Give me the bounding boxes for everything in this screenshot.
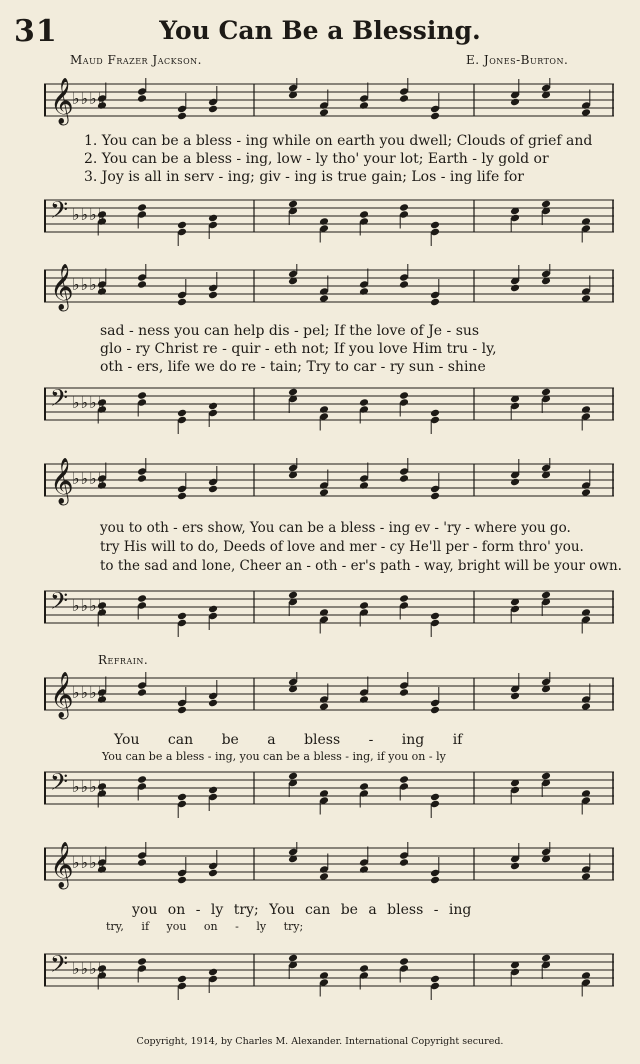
verse-line-1: sad - ness you can help dis - pel; If the love of Je - sus <box>100 323 480 339</box>
note-head <box>208 291 218 300</box>
note-head <box>137 594 147 603</box>
note-head <box>177 221 187 230</box>
staff-lines <box>44 84 614 116</box>
treble-staff-system-2 <box>44 264 614 316</box>
note-head <box>208 786 218 795</box>
hymn-number: 31 <box>14 14 58 49</box>
note-head <box>137 858 147 867</box>
note-head <box>359 398 369 407</box>
note-head <box>319 971 329 980</box>
note-head <box>177 975 187 984</box>
note-head <box>137 203 147 212</box>
note-head <box>208 869 218 878</box>
staff-lines <box>44 464 614 496</box>
note-head <box>430 876 440 885</box>
note-head <box>288 954 298 963</box>
note-head <box>430 409 440 418</box>
note-head <box>399 280 409 289</box>
note-head <box>177 793 187 802</box>
note-head <box>137 391 147 400</box>
note-head <box>359 964 369 973</box>
note-head <box>359 210 369 219</box>
treble-clef: 𝄞 <box>50 458 74 504</box>
staff-lines <box>44 591 614 623</box>
refrain-melody-line: You can be a bless - ing if <box>114 732 463 748</box>
note-head <box>359 601 369 610</box>
refrain-melody-line: you on - ly try; You can be a bless - ing <box>132 902 472 918</box>
note-head <box>208 402 218 411</box>
note-head <box>208 699 218 708</box>
note-head <box>177 612 187 621</box>
note-head <box>430 492 440 501</box>
note-head <box>430 793 440 802</box>
note-head <box>399 391 409 400</box>
verse-line-1: you to oth - ers show, You can be a bless - ing ev - 'ry - where you go. <box>100 520 571 536</box>
hymn-title: You Can Be a Blessing. <box>159 16 481 45</box>
note-head <box>177 876 187 885</box>
note-head <box>399 474 409 483</box>
bass-staff-system-1 <box>44 194 614 246</box>
note-head <box>137 775 147 784</box>
treble-clef: 𝄞 <box>50 78 74 124</box>
note-head <box>541 772 551 781</box>
note-head <box>581 789 591 798</box>
staff-lines <box>44 772 614 804</box>
treble-clef: 𝄞 <box>50 264 74 310</box>
note-head <box>541 591 551 600</box>
note-head <box>430 221 440 230</box>
bass-clef: 𝄢 <box>50 768 69 801</box>
note-head <box>510 284 520 293</box>
note-head <box>430 975 440 984</box>
key-signature-flats: ♭♭♭♭ <box>72 853 107 872</box>
bass-clef: 𝄢 <box>50 587 69 620</box>
note-head <box>581 405 591 414</box>
bass-staff-system-3 <box>44 585 614 637</box>
note-head <box>208 105 218 114</box>
refrain-echo-line: You can be a bless - ing, you can be a bless - ing, if you on - ly <box>102 750 446 763</box>
note-head <box>319 217 329 226</box>
verse-line-2: try His will to do, Deeds of love and mer - cy He'll per - form thro' you. <box>100 539 584 555</box>
note-head <box>581 217 591 226</box>
note-head <box>137 474 147 483</box>
key-signature-flats: ♭♭♭♭ <box>72 596 107 615</box>
note-head <box>581 971 591 980</box>
note-head <box>430 112 440 121</box>
note-head <box>541 200 551 209</box>
note-head <box>510 98 520 107</box>
verse-line-2: 2. You can be a bless - ing, low - ly tho' your lot; Earth - ly gold or <box>84 151 549 167</box>
treble-clef: 𝄞 <box>50 672 74 718</box>
bass-staff-system-4 <box>44 766 614 818</box>
bass-staff-system-5 <box>44 948 614 1000</box>
note-head <box>430 298 440 307</box>
key-signature-flats: ♭♭♭♭ <box>72 89 107 108</box>
note-head <box>399 858 409 867</box>
copyright-notice: Copyright, 1914, by Charles M. Alexander. International Copyright secured. <box>136 1036 504 1047</box>
note-head <box>208 968 218 977</box>
note-head <box>177 409 187 418</box>
note-head <box>510 478 520 487</box>
note-head <box>208 485 218 494</box>
note-head <box>359 782 369 791</box>
note-head <box>399 594 409 603</box>
bass-clef: 𝄢 <box>50 950 69 983</box>
note-head <box>137 688 147 697</box>
note-head <box>359 101 369 110</box>
bass-staff-system-2 <box>44 382 614 434</box>
note-head <box>137 280 147 289</box>
note-head <box>137 94 147 103</box>
key-signature-flats: ♭♭♭♭ <box>72 205 107 224</box>
key-signature-flats: ♭♭♭♭ <box>72 777 107 796</box>
note-head <box>177 706 187 715</box>
note-head <box>399 94 409 103</box>
staff-lines <box>44 848 614 880</box>
note-head <box>359 865 369 874</box>
verse-line-3: oth - ers, life we do re - tain; Try to car - ry sun - shine <box>100 359 486 375</box>
note-head <box>581 608 591 617</box>
composer-credit: E. Jones-Burton. <box>466 53 569 67</box>
note-head <box>399 203 409 212</box>
staff-lines <box>44 954 614 986</box>
key-signature-flats: ♭♭♭♭ <box>72 275 107 294</box>
note-head <box>510 862 520 871</box>
note-head <box>319 405 329 414</box>
note-head <box>359 287 369 296</box>
bass-clef: 𝄢 <box>50 384 69 417</box>
lyricist-credit: Maud Frazer Jackson. <box>70 53 202 67</box>
treble-clef: 𝄞 <box>50 842 74 888</box>
note-head <box>359 695 369 704</box>
refrain-echo-line: try, if you on - ly try; <box>106 920 304 933</box>
key-signature-flats: ♭♭♭♭ <box>72 683 107 702</box>
verse-line-3: to the sad and lone, Cheer an - oth - er's path - way, bright will be your own. <box>100 558 622 574</box>
refrain-label: Refrain. <box>98 653 149 667</box>
note-head <box>430 706 440 715</box>
note-head <box>288 388 298 397</box>
verse-line-2: glo - ry Christ re - quir - eth not; If you love Him tru - ly, <box>100 341 497 357</box>
note-head <box>399 688 409 697</box>
note-head <box>208 214 218 223</box>
key-signature-flats: ♭♭♭♭ <box>72 469 107 488</box>
treble-staff-system-3 <box>44 458 614 510</box>
key-signature-flats: ♭♭♭♭ <box>72 393 107 412</box>
note-head <box>430 612 440 621</box>
note-head <box>541 388 551 397</box>
bass-clef: 𝄢 <box>50 196 69 229</box>
staff-lines <box>44 388 614 420</box>
note-head <box>288 591 298 600</box>
note-head <box>319 789 329 798</box>
note-head <box>137 957 147 966</box>
staff-lines <box>44 200 614 232</box>
key-signature-flats: ♭♭♭♭ <box>72 959 107 978</box>
note-head <box>399 775 409 784</box>
note-head <box>541 954 551 963</box>
note-head <box>319 608 329 617</box>
note-head <box>399 957 409 966</box>
staff-lines <box>44 270 614 302</box>
note-head <box>359 481 369 490</box>
staff-lines <box>44 678 614 710</box>
note-head <box>288 772 298 781</box>
note-head <box>177 492 187 501</box>
verse-line-3: 3. Joy is all in serv - ing; giv - ing is true gain; Los - ing life for <box>84 169 525 185</box>
note-head <box>510 692 520 701</box>
note-head <box>208 605 218 614</box>
treble-staff-system-4 <box>44 672 614 724</box>
verse-line-1: 1. You can be a bless - ing while on earth you dwell; Clouds of grief and <box>84 133 593 149</box>
note-head <box>177 112 187 121</box>
treble-staff-system-1 <box>44 78 614 130</box>
note-head <box>177 298 187 307</box>
treble-staff-system-5 <box>44 842 614 894</box>
note-head <box>288 200 298 209</box>
